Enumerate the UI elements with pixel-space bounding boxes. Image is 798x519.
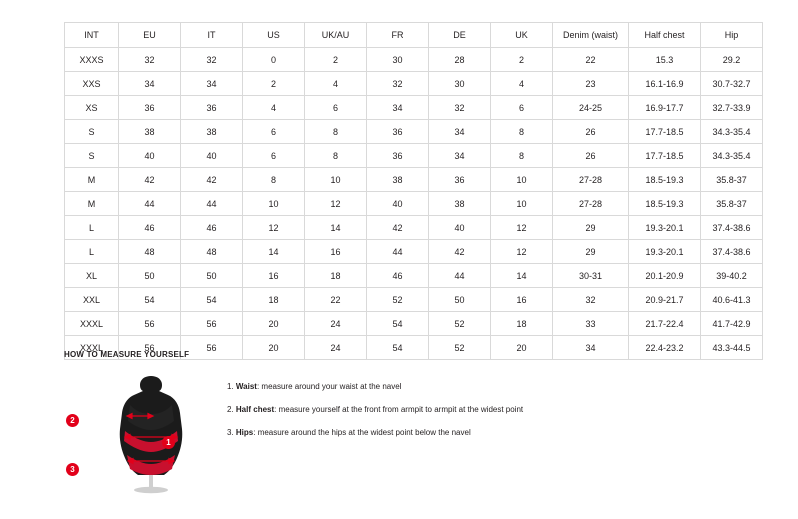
cell: 4 [305,72,367,96]
cell: 32 [367,72,429,96]
cell: 38 [181,120,243,144]
cell: 8 [243,168,305,192]
cell: 46 [181,216,243,240]
cell: 6 [305,96,367,120]
table-row [65,288,763,312]
cell: 54 [181,288,243,312]
cell: 30 [367,48,429,72]
cell: 35.8-37 [701,192,763,216]
table-row [65,264,763,288]
cell: 32 [181,48,243,72]
cell: 24 [305,336,367,360]
cell: 19.3-20.1 [629,216,701,240]
cell: 40 [181,144,243,168]
cell: 48 [181,240,243,264]
cell: 2 [491,48,553,72]
cell: 42 [367,216,429,240]
cell: 30.7-32.7 [701,72,763,96]
badge-half-chest: 2 [66,414,79,427]
cell: 41.7-42.9 [701,312,763,336]
cell: 8 [491,120,553,144]
cell: 36 [119,96,181,120]
cell: 44 [181,192,243,216]
column-header: FR [367,23,429,48]
cell: 12 [305,192,367,216]
column-header: Hip [701,23,763,48]
cell: 37.4-38.6 [701,216,763,240]
cell: S [65,144,119,168]
cell: 18 [243,288,305,312]
column-header: DE [429,23,491,48]
cell: 42 [181,168,243,192]
note-text: : measure around the hips at the widest point below the navel [253,428,471,437]
badge-waist: 1 [162,436,175,449]
column-header: Half chest [629,23,701,48]
cell: 20 [243,336,305,360]
cell: 4 [243,96,305,120]
size-chart-table [64,22,763,360]
table-row [65,48,763,72]
cell: 42 [119,168,181,192]
cell: 56 [181,312,243,336]
cell: 6 [491,96,553,120]
cell: 40 [119,144,181,168]
cell: 54 [367,336,429,360]
cell: 29 [553,216,629,240]
note-text: : measure around your waist at the navel [256,382,402,391]
note-term: Hips [235,428,254,437]
cell: 40 [367,192,429,216]
cell: 12 [243,216,305,240]
cell: 28 [429,48,491,72]
cell: 36 [181,96,243,120]
cell: 17.7-18.5 [629,144,701,168]
table-row [65,192,763,216]
cell: XXXL [65,312,119,336]
cell: 54 [119,288,181,312]
cell: 44 [429,264,491,288]
cell: 46 [119,216,181,240]
cell: 10 [491,192,553,216]
cell: XS [65,96,119,120]
cell: 32 [119,48,181,72]
cell: 34 [367,96,429,120]
cell: 29 [553,240,629,264]
cell: 38 [119,120,181,144]
cell: 34 [553,336,629,360]
cell: 38 [429,192,491,216]
measure-notes [227,369,764,450]
cell: 6 [243,144,305,168]
note-term: Waist [235,382,257,391]
cell: 20.9-21.7 [629,288,701,312]
cell: 18.5-19.3 [629,192,701,216]
cell: 30 [429,72,491,96]
cell: 12 [491,216,553,240]
cell: 40 [429,216,491,240]
cell: 16.1-16.9 [629,72,701,96]
table-body [65,48,763,360]
table-row [65,72,763,96]
cell: 56 [119,336,181,360]
cell: 0 [243,48,305,72]
cell: 14 [243,240,305,264]
cell: XL [65,264,119,288]
cell: 32.7-33.9 [701,96,763,120]
cell: 50 [181,264,243,288]
cell: 32 [553,288,629,312]
note-number: 3. [227,428,234,437]
table-row [65,96,763,120]
cell: 19.3-20.1 [629,240,701,264]
cell: 34 [429,120,491,144]
cell: L [65,216,119,240]
cell: 34.3-35.4 [701,120,763,144]
cell: 46 [367,264,429,288]
cell: 12 [491,240,553,264]
cell: 36 [367,120,429,144]
cell: 10 [491,168,553,192]
note-number: 1. [227,382,234,391]
cell: 20 [491,336,553,360]
cell: 16.9-17.7 [629,96,701,120]
cell: 27-28 [553,168,629,192]
cell: 52 [429,336,491,360]
note-text: : measure yourself at the front from armpit to armpit at the widest point [274,405,524,414]
cell: 50 [119,264,181,288]
cell: 43.3-44.5 [701,336,763,360]
cell: 34 [181,72,243,96]
cell: 33 [553,312,629,336]
cell: 29.2 [701,48,763,72]
cell: 26 [553,144,629,168]
table-header-row [65,23,763,48]
note-waist [227,381,764,393]
cell: 23 [553,72,629,96]
badge-hips: 3 [66,463,79,476]
cell: 35.8-37 [701,168,763,192]
cell: 6 [243,120,305,144]
cell: XXL [65,288,119,312]
cell: 34 [429,144,491,168]
cell: 34.3-35.4 [701,144,763,168]
cell: 48 [119,240,181,264]
cell: 14 [305,216,367,240]
cell: S [65,120,119,144]
cell: 52 [367,288,429,312]
note-term: Half chest [235,405,275,414]
cell: L [65,240,119,264]
cell: 20 [243,312,305,336]
table-row [65,216,763,240]
cell: 39-40.2 [701,264,763,288]
cell: XXS [65,72,119,96]
cell: 24 [305,312,367,336]
cell: 2 [305,48,367,72]
cell: 22 [305,288,367,312]
cell: 18 [305,264,367,288]
table-row [65,240,763,264]
cell: 54 [367,312,429,336]
table-row [65,120,763,144]
cell: 21.7-22.4 [629,312,701,336]
cell: 10 [243,192,305,216]
cell: 27-28 [553,192,629,216]
cell: 22.4-23.2 [629,336,701,360]
column-header: UK/AU [305,23,367,48]
column-header: US [243,23,305,48]
note-half-chest [227,404,764,416]
cell: 8 [491,144,553,168]
table-row [65,312,763,336]
cell: 40.6-41.3 [701,288,763,312]
cell: 30-31 [553,264,629,288]
cell: XXXL [65,336,119,360]
cell: 15.3 [629,48,701,72]
cell: 10 [305,168,367,192]
column-header: EU [119,23,181,48]
cell: 44 [367,240,429,264]
table-row [65,168,763,192]
cell: 52 [429,312,491,336]
measure-body [64,369,764,494]
cell: 56 [119,312,181,336]
cell: 20.1-20.9 [629,264,701,288]
cell: 36 [367,144,429,168]
cell: XXXS [65,48,119,72]
cell: 44 [119,192,181,216]
cell: 16 [305,240,367,264]
cell: 42 [429,240,491,264]
note-number: 2. [227,405,234,414]
cell: 8 [305,120,367,144]
column-header: Denim (waist) [553,23,629,48]
mannequin-figure [70,369,209,494]
cell: 4 [491,72,553,96]
cell: 38 [367,168,429,192]
cell: 24-25 [553,96,629,120]
cell: 34 [119,72,181,96]
mannequin-illustration [94,369,209,494]
cell: 56 [181,336,243,360]
cell: 8 [305,144,367,168]
cell: 22 [553,48,629,72]
cell: 14 [491,264,553,288]
cell: 16 [491,288,553,312]
column-header: INT [65,23,119,48]
column-header: UK [491,23,553,48]
cell: 18.5-19.3 [629,168,701,192]
cell: 50 [429,288,491,312]
cell: 36 [429,168,491,192]
cell: 37.4-38.6 [701,240,763,264]
cell: M [65,168,119,192]
cell: 16 [243,264,305,288]
cell: 32 [429,96,491,120]
how-to-measure-section [64,350,764,494]
cell: 2 [243,72,305,96]
cell: 26 [553,120,629,144]
table-row [65,144,763,168]
cell: M [65,192,119,216]
cell: 17.7-18.5 [629,120,701,144]
section-title: HOW TO MEASURE YOURSELF [64,350,190,359]
cell: 18 [491,312,553,336]
note-hips [227,427,764,439]
column-header: IT [181,23,243,48]
